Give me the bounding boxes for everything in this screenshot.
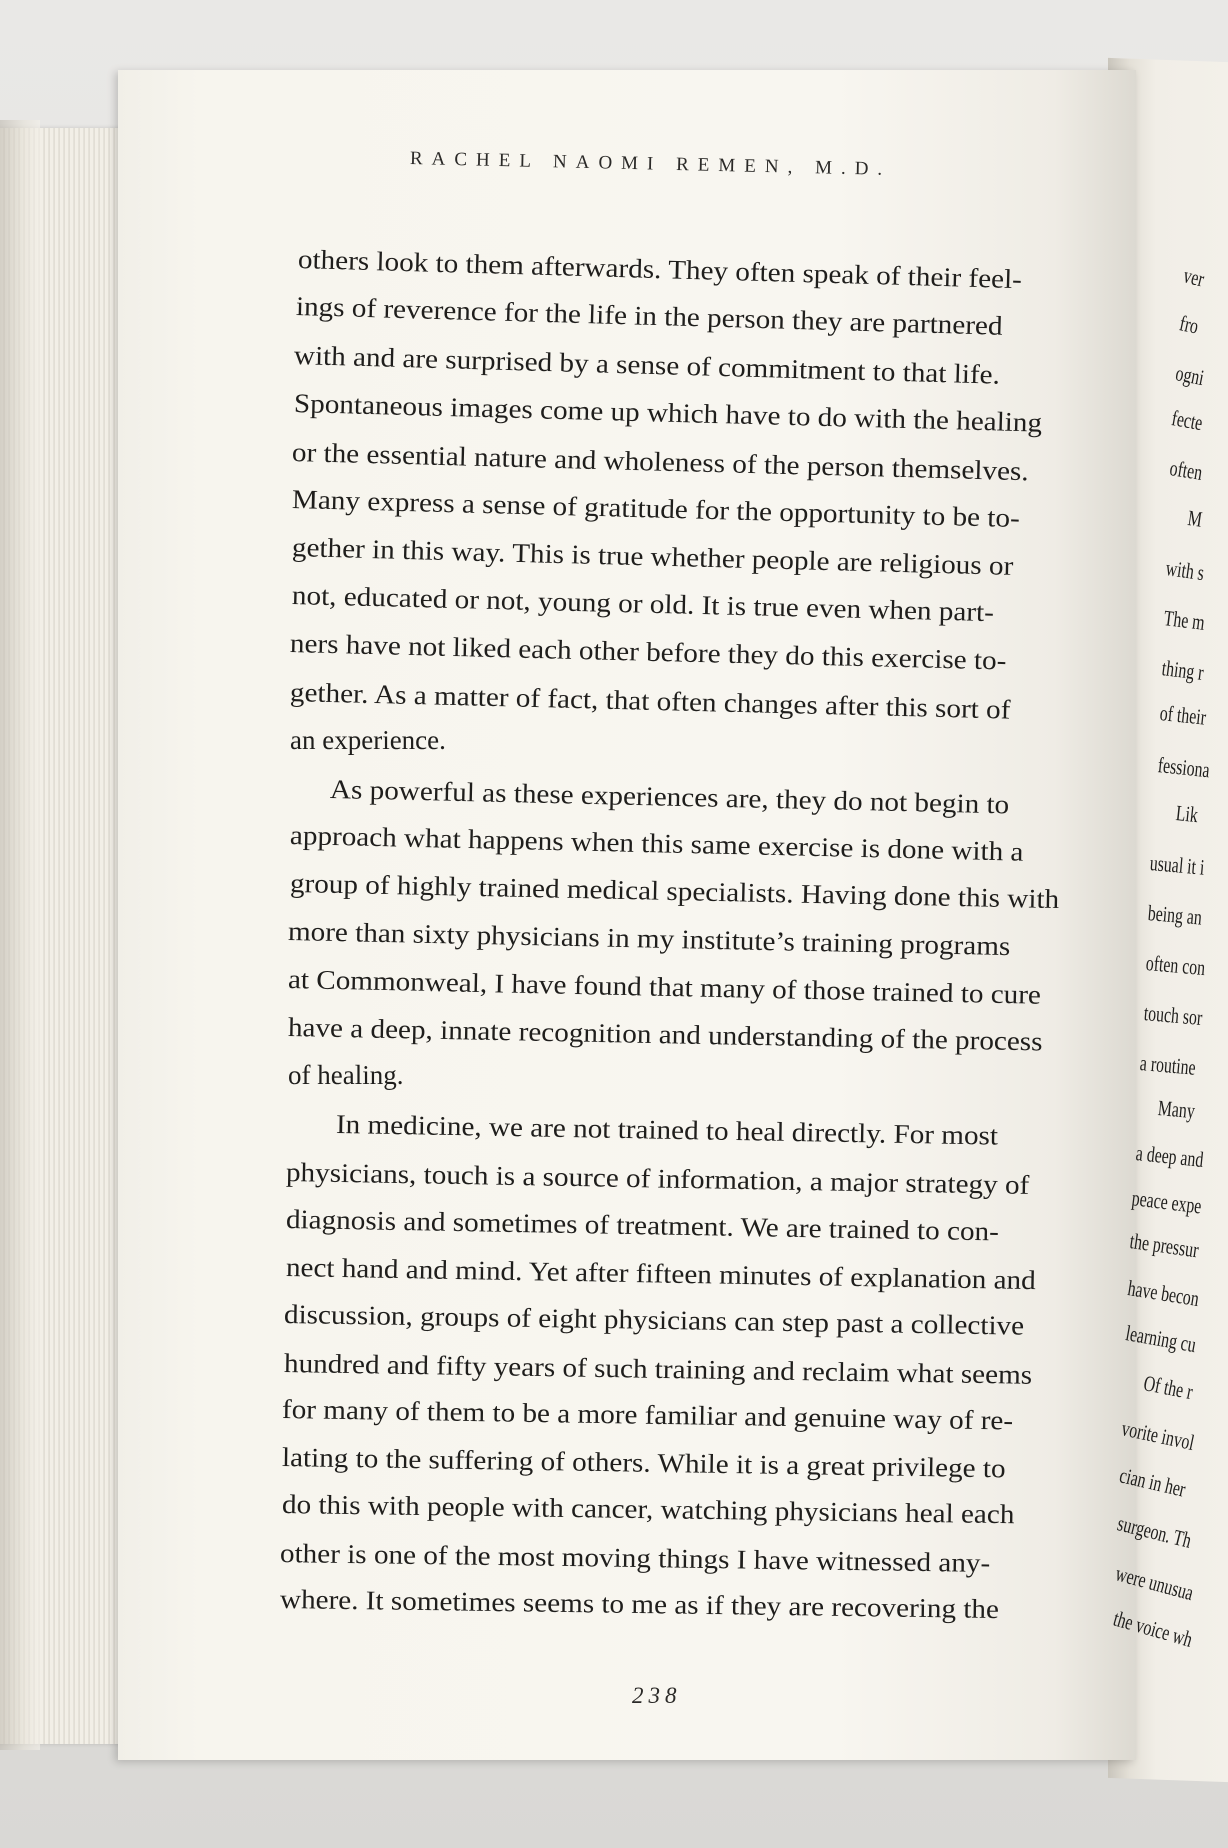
text-line: As powerful as these experiences are, they do not begin to (329, 774, 1010, 820)
page-number: 238 (632, 1683, 682, 1708)
facing-page-fragment: with s (1164, 555, 1206, 586)
facing-page-fragment: were unusua (1112, 1560, 1197, 1606)
text-line: more than sixty physicians in my institute’s training programs (287, 916, 1011, 962)
facing-page-fragment: thing r (1160, 655, 1206, 686)
text-line: Spontaneous images come up which have to do with the healing (293, 388, 1043, 438)
text-line: gether in this way. This is true whether people are religious or (291, 532, 1014, 581)
facing-page-fragment: cian in her (1117, 1462, 1189, 1502)
facing-page-fragment: vorite invol (1119, 1415, 1197, 1456)
facing-page-fragment: fessiona (1156, 752, 1211, 783)
facing-page-fragment: touch sor (1142, 1000, 1204, 1031)
facing-page-fragment: fecte (1169, 405, 1205, 436)
text-line: of healing. (288, 1060, 404, 1090)
text-line: an experience. (290, 725, 446, 755)
text-line: hundred and fifty years of such training and reclaim what seems (283, 1348, 1033, 1390)
text-line: with and are surprised by a sense of commitment to that life. (293, 340, 1001, 390)
facing-page-fragment: a deep and (1134, 1140, 1205, 1173)
text-line: physicians, touch is a source of information, a major strategy of (285, 1157, 1030, 1200)
text-line: ners have not liked each other before they do this exercise to- (289, 628, 1007, 676)
text-line: or the essential nature and wholeness of the person themselves. (291, 437, 1030, 487)
facing-page-fragment: M (1186, 505, 1204, 532)
facing-page-fragment: Lik (1174, 800, 1200, 828)
text-line: at Commonweal, I have found that many of those trained to cure (287, 964, 1042, 1010)
text-line: ings of reverence for the life in the person they are partnered (295, 291, 1003, 341)
text-line: not, educated or not, young or old. It is true even when part- (291, 580, 995, 628)
text-line: have a deep, innate recognition and understanding of the process (287, 1012, 1043, 1057)
facing-page-fragment: surgeon. Th (1115, 1510, 1195, 1553)
facing-page-fragment: usual it i (1148, 850, 1206, 880)
text-line: do this with people with cancer, watching physicians heal each (281, 1489, 1015, 1530)
running-head: RACHEL NAOMI REMEN, M.D. (409, 148, 892, 180)
text-line: lating to the suffering of others. While it is a great privilege to (281, 1442, 1006, 1484)
facing-page-fragment: fro (1177, 310, 1201, 339)
text-line: approach what happens when this same exercise is done with a (289, 820, 1024, 867)
facing-page-fragment: have becon (1126, 1275, 1201, 1312)
facing-page-fragment: being an (1146, 900, 1204, 930)
facing-page-fragment: the pressur (1128, 1228, 1201, 1263)
text-line: other is one of the most moving things I have witnessed any- (279, 1538, 991, 1578)
text-line: nect hand and mind. Yet after fifteen minutes of explanation and (285, 1252, 1037, 1296)
text-line: where. It sometimes seems to me as if they are recovering the (279, 1584, 1000, 1625)
facing-page-fragment: of their (1158, 700, 1208, 730)
text-line: In medicine, we are not trained to heal directly. For most (335, 1109, 999, 1151)
facing-page-fragment: often (1168, 455, 1205, 485)
facing-page-fragment: ver (1181, 262, 1207, 292)
facing-page-fragment: peace expe (1130, 1185, 1203, 1219)
page-stack-shadow (0, 120, 40, 1750)
facing-page-fragment: a routine (1138, 1050, 1197, 1080)
facing-page-fragment: learning cu (1123, 1320, 1199, 1358)
facing-page-fragment: Of the r (1141, 1370, 1195, 1405)
text-line: Many express a sense of gratitude for the opportunity to be to- (291, 484, 1021, 534)
text-line: group of highly trained medical specialists. Having done this with (289, 868, 1060, 915)
facing-page-fragment: often con (1144, 950, 1207, 981)
facing-page-fragment: the voice wh (1110, 1605, 1196, 1652)
facing-page-fragment: Many (1156, 1095, 1196, 1124)
text-line: discussion, groups of eight physicians can step past a collective (283, 1299, 1025, 1341)
text-line: for many of them to be a more familiar and genuine way of re- (281, 1394, 1014, 1436)
text-line: others look to them afterwards. They often speak of their feel- (297, 244, 1023, 295)
text-line: diagnosis and sometimes of treatment. We are trained to con- (285, 1204, 1000, 1247)
facing-page-fragment: ogni (1173, 360, 1207, 391)
text-line: gether. As a matter of fact, that often changes after this sort of (289, 677, 1011, 725)
facing-page-fragment: The m (1162, 605, 1207, 635)
